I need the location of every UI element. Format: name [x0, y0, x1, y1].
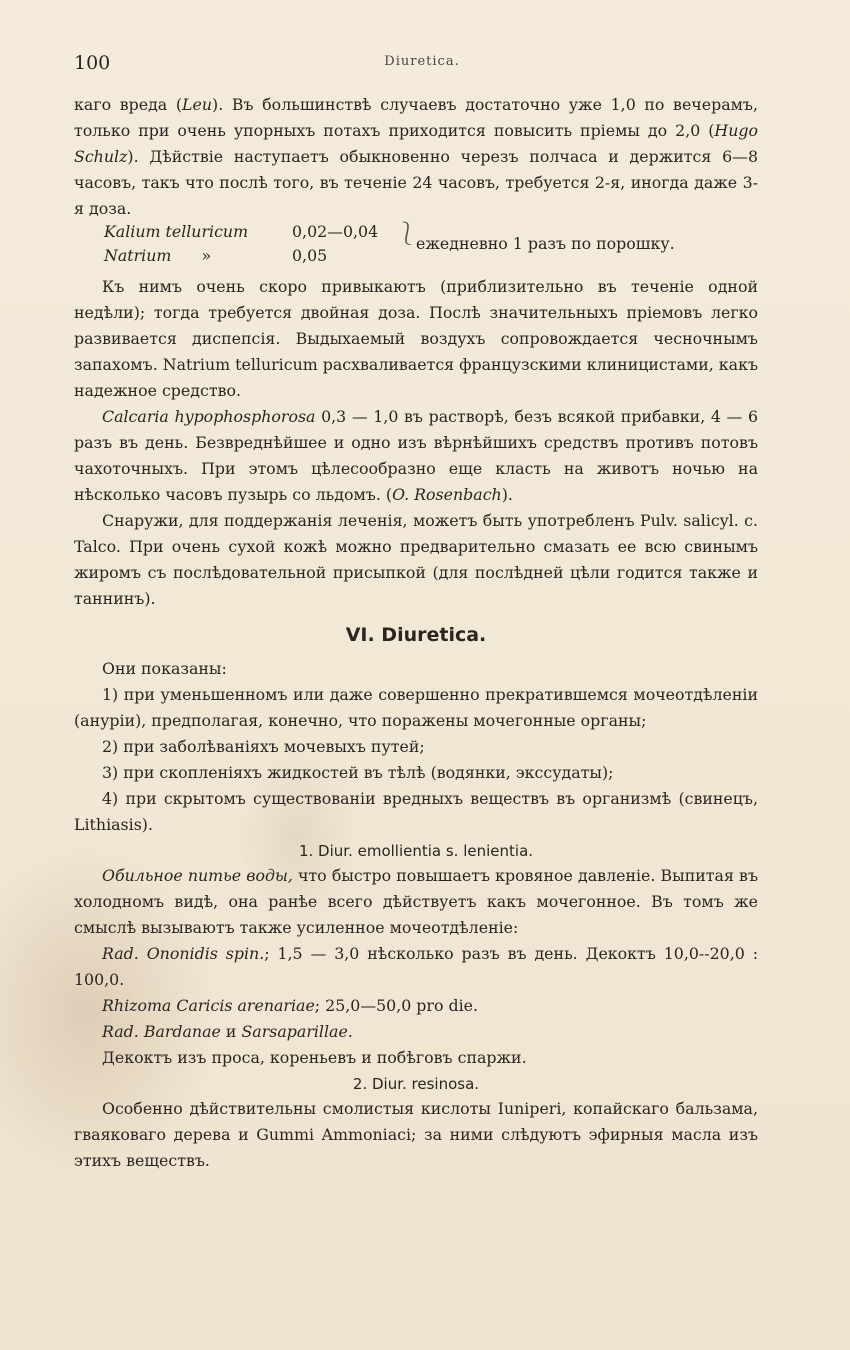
paragraph: Декоктъ изъ проса, кореньевъ и побѣговъ спаржи.: [102, 1048, 527, 1067]
formula-dose-2: 0,05: [292, 246, 328, 265]
page-header: [74, 52, 770, 76]
paragraph: Они показаны:: [102, 659, 227, 678]
paragraph: каго вреда (Leu). Въ большинствѣ случаевъ достаточно уже 1,0 по вечерамъ, только при очень упорныхъ потахъ приходится повысить пріемы до 2,0 (Hugo Schulz). Дѣйствіе наступаетъ обыкновенно черезъ полчаса и держится 6—8 часовъ, такъ что послѣ того, въ теченіе 24 часовъ, требуется 2-я, иногда даже 3-я доза.: [74, 95, 758, 218]
page-content: [74, 92, 758, 1174]
formula-note: ежедневно 1 разъ по порошку.: [416, 234, 675, 253]
paragraph: Rhizoma Caricis arenariae; 25,0—50,0 pro die.: [102, 996, 479, 1015]
paragraph: Особенно дѣйствительны смолистыя кислоты Iuniperi, копайскаго бальзама, гваяковаго дерева и Gummi Ammoniaci; за ними слѣдуютъ эфирныя масла изъ этихъ веществъ.: [74, 1099, 758, 1170]
paragraph: Къ нимъ очень скоро привыкаютъ (приблизительно въ теченіе одной недѣли); тогда требуется двойная доза. Послѣ значительныхъ пріемовъ легко развивается диспепсія. Выдыхаемый воздухъ сопровождается чесночнымъ запахомъ. Natrium telluricum расхваливается французскими клиницистами, какъ надежное средство.: [74, 277, 758, 400]
formula-name-2: Natrium »: [104, 246, 212, 265]
brace-mark: ⎱: [396, 222, 419, 247]
page-number: 100: [74, 52, 111, 74]
paragraph: Обильное питье воды, что быстро повышаетъ кровяное давленіе. Выпитая въ холодномъ видѣ, она ранѣе всего дѣйствуетъ какъ мочегонное. Въ томъ же смыслѣ вызываютъ также усиленное мочеотдѣленіе:: [74, 866, 758, 937]
list-item: 3) при скопленіяхъ жидкостей въ тѣлѣ (водянки, экссудаты);: [102, 763, 614, 782]
subsection-heading: 2. Diur. resinosa.: [352, 1075, 480, 1093]
running-title: Diuretica.: [384, 54, 460, 69]
paragraph: Снаружи, для поддержанія леченія, можетъ быть употребленъ Pulv. salicyl. c. Talco. При очень сухой кожѣ можно предварительно смазать ее всю свинымъ жиромъ съ послѣдовательной присыпкой (для послѣдней цѣли годится также и таннинъ).: [74, 511, 758, 608]
subsection-heading: 1. Diur. emollientia s. lenientia.: [298, 842, 534, 860]
list-item: 2) при заболѣваніяхъ мочевыхъ путей;: [102, 737, 425, 756]
formula-name-1: Kalium telluricum: [104, 222, 249, 241]
paragraph: Rad. Ononidis spin.; 1,5 — 3,0 нѣсколько разъ въ день. Декоктъ 10,0--20,0 : 100,0.: [74, 944, 759, 989]
paragraph: Calcaria hypophosphorosa 0,3 — 1,0 въ растворѣ, безъ всякой прибавки, 4 — 6 разъ въ день. Безвреднѣйшее и одно изъ вѣрнѣйшихъ средствъ противъ потовъ чахоточныхъ. При этомъ цѣлесообразно еще класть на животъ ночью на нѣсколько часовъ пузырь со льдомъ. (O. Rosenbach).: [74, 407, 759, 504]
section-heading: VI. Diuretica.: [345, 624, 487, 646]
paragraph: Rad. Bardanae и Sarsaparillae.: [102, 1022, 353, 1041]
formula-dose-1: 0,02—0,04: [292, 222, 379, 241]
list-item: 4) при скрытомъ существованіи вредныхъ веществъ въ организмѣ (свинецъ, Lithiasis).: [74, 789, 758, 834]
prescription-formula: [74, 222, 758, 274]
list-item: 1) при уменьшенномъ или даже совершенно прекратившемся мочеотдѣленіи (ануріи), предполагая, конечно, что поражены мочегонные органы;: [74, 685, 758, 730]
